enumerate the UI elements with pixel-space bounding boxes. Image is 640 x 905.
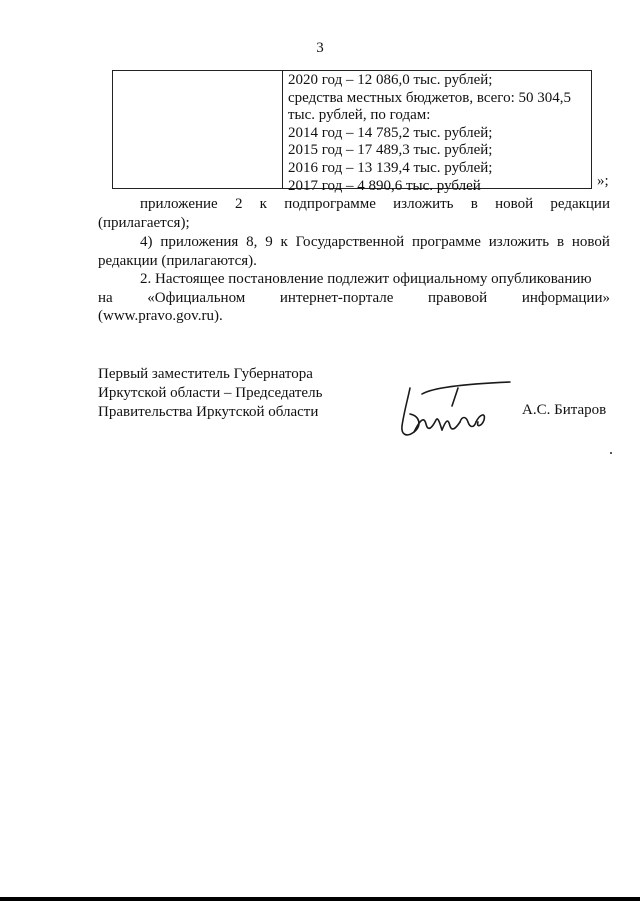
word: 8, [246,234,258,250]
word: редакции [550,196,610,212]
word: 9 [265,234,273,250]
table-line: 2016 год – 13 139,4 тыс. рублей; [288,159,493,176]
table-line: 2017 год – 4 890,6 тыс. рублей [288,177,481,194]
table-line: средства местных бюджетов, всего: 50 304,5 [288,89,572,106]
word: к [259,196,267,212]
paragraph-line: (www.pravo.gov.ru). [98,308,223,324]
scan-speck [610,452,612,454]
word: в [556,234,565,250]
scan-bottom-edge [0,897,640,901]
page-number: 3 [316,40,324,56]
budget-table [112,70,592,194]
word: приложение [140,196,218,212]
signer-name: А.С. Битаров [522,402,607,418]
signatory-title-line: Иркутской области – Председатель [98,385,323,401]
table-line: 2014 год – 14 785,2 тыс. рублей; [288,124,493,141]
table-line: 2020 год – 12 086,0 тыс. рублей; [288,72,493,88]
word: Государственной [295,234,405,250]
word: на [98,289,113,306]
word: 4) [140,234,153,250]
paragraph-appendices-8-9 [98,233,610,270]
word: в [470,196,478,212]
word: информации» [521,289,610,306]
table-line: 2015 год – 17 489,3 тыс. рублей; [288,142,493,159]
word: программе [411,234,481,250]
handwritten-signature [392,376,512,446]
closing-quote: »; [597,173,609,189]
paragraph-line [98,289,610,308]
paragraph-line: 2. Настоящее постановление подлежит официальному опубликованию [140,271,592,287]
word: изложить [393,196,454,212]
signatory-title-line: Правительства Иркутской области [98,404,319,420]
table-left-cell [113,71,283,188]
word: правовой [428,289,488,306]
word: «Официальном [147,289,246,306]
signatory-title-line: Первый заместитель Губернатора [98,366,313,382]
word: новой [495,196,534,212]
paragraph-publication [98,270,610,326]
word: интернет-портале [279,289,394,306]
signatory-title [98,365,322,422]
word: 2 [234,196,243,212]
word: новой [571,234,610,250]
paragraph-line: (прилагается); [98,214,190,231]
word: приложения [160,234,239,250]
table-line: тыс. рублей, по годам: [288,107,431,124]
paragraph-line: редакции (прилагаются). [98,252,257,269]
word: к [280,234,288,250]
paragraph-line [98,233,610,252]
paragraph-line [98,195,610,214]
table-right-cell [288,72,588,195]
paragraph-appendix-2 [98,195,610,232]
word: изложить [488,234,550,250]
word: подпрограмме [284,196,376,212]
